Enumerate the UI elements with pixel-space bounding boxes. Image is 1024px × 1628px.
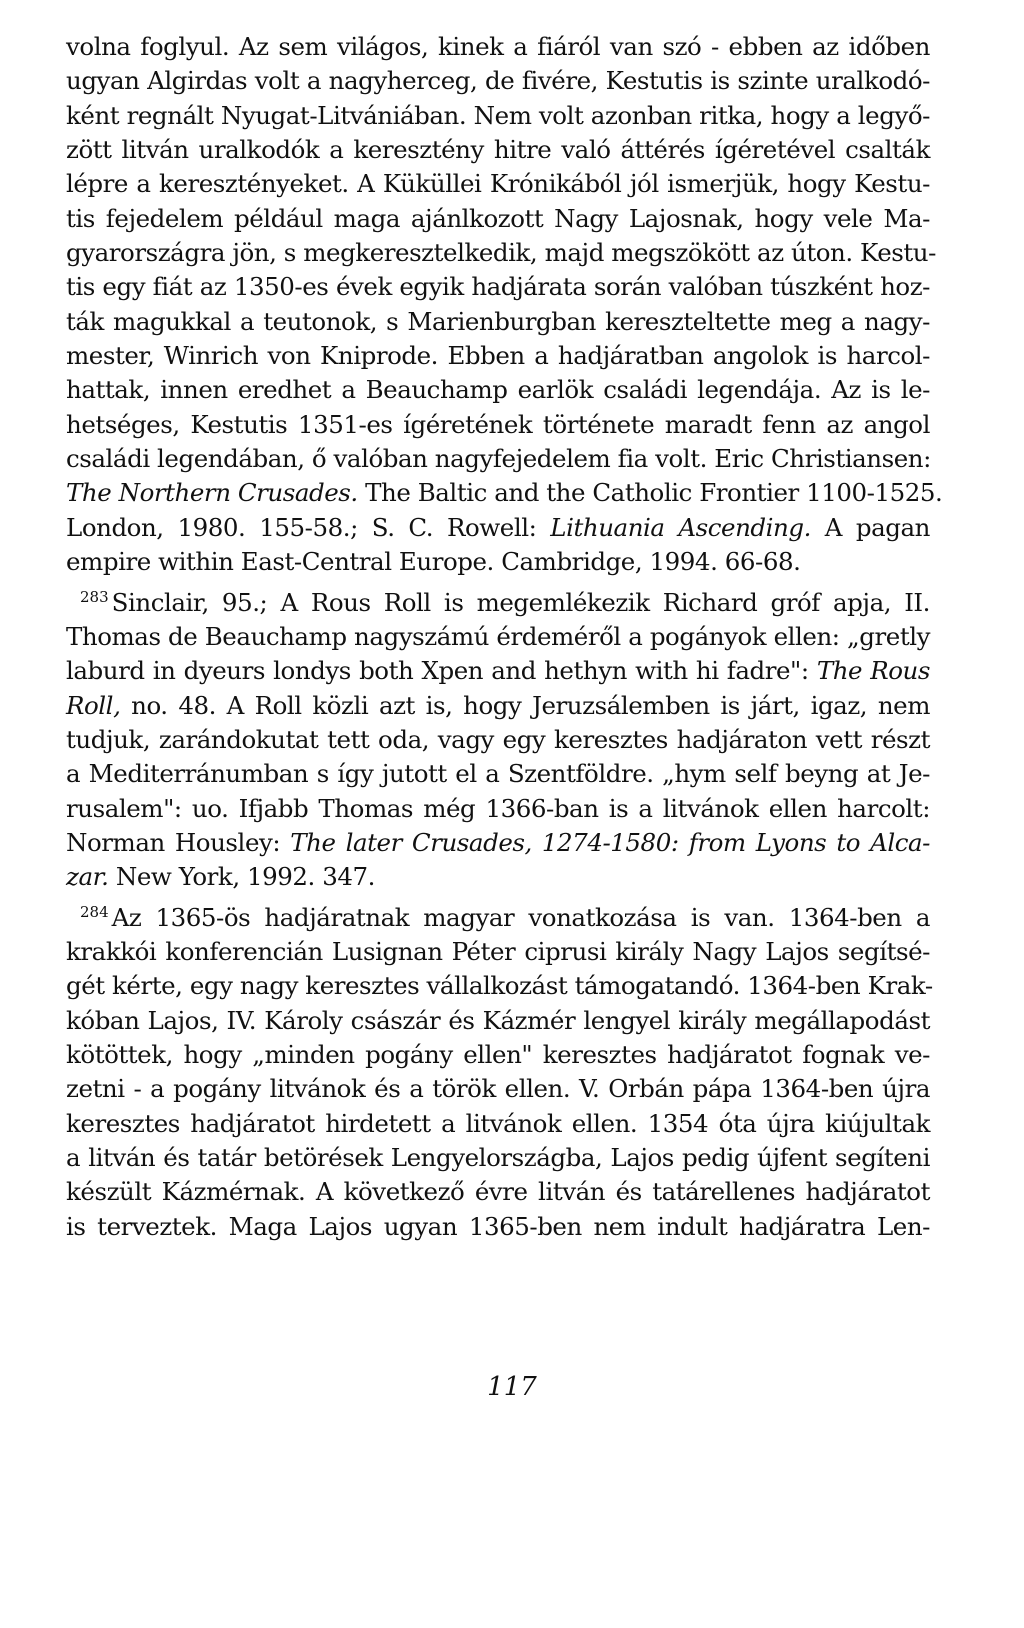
book-title: Lithuania Ascending. xyxy=(550,512,811,542)
text-line: tis fejedelem például maga ajánlkozott Nagy Lajosnak, hogy vele Ma- xyxy=(66,203,930,233)
text-line: készült Kázmérnak. A következő évre litván és tatárellenes hadjáratot xyxy=(66,1177,930,1207)
text-line: volna foglyul. Az sem világos, kinek a fiáról van szó - ebben az időben xyxy=(66,32,930,61)
text-line xyxy=(66,511,930,545)
footnote-number: 284 xyxy=(80,902,109,921)
text-line: tis egy fiát az 1350-es évek egyik hadjárata során valóban túszként hoz- xyxy=(66,272,930,302)
text-line: a litván és tatár betörések Lengyelországba, Lajos pedig újfent segíteni xyxy=(66,1143,930,1172)
text-line: mester, Winrich von Kniprode. Ebben a hadjáratban angolok is harcol- xyxy=(66,341,930,371)
text-line xyxy=(66,476,943,510)
page-number: 117 xyxy=(487,1372,537,1402)
text-line: zött litván uralkodók a keresztény hitre való áttérés ígéretével csalták xyxy=(66,135,930,165)
text-span: Az 1365-ös hadjáratnak magyar vonatkozása is van. 1364-ben a xyxy=(111,902,930,932)
text-line: keresztes hadjáratot hirdetett a litvánok ellen. 1354 óta újra kiújultak xyxy=(66,1108,930,1138)
text-line: ként regnált Nyugat-Litvániában. Nem volt azonban ritka, hogy a legyő- xyxy=(66,100,930,130)
text-span: Sinclair, 95.; A Rous Roll is megemlékezik Richard gróf apja, II. xyxy=(111,587,930,617)
text-line: kóban Lajos, IV. Károly császár és Kázmér lengyel király megállapodást xyxy=(66,1005,930,1035)
text-span: New York, 1992. 347. xyxy=(108,862,375,892)
text-line: kötöttek, hogy „minden pogány ellen" keresztes hadjáratot fognak ve- xyxy=(66,1039,930,1069)
text-line: Thomas de Beauchamp nagyszámú érdeméről a pogányok ellen: „gretly xyxy=(66,621,930,651)
text-line: ták magukkal a teutonok, s Marienburgban kereszteltette meg a nagy- xyxy=(66,306,930,336)
footnote-number: 283 xyxy=(80,587,109,606)
text-span: no. 48. A Roll közli azt is, hogy Jeruzsálemben is járt, igaz, nem xyxy=(120,690,930,720)
text-line: családi legendában, ő valóban nagyfejedelem fia volt. Eric Christiansen: xyxy=(66,444,931,474)
text-line: a Mediterránumban s így jutott el a Szentföldre. „hym self beyng at Je- xyxy=(66,759,930,789)
book-title: The Rous xyxy=(816,656,930,686)
text-line: tudjuk, zarándokutat tett oda, vagy egy keresztes hadjáraton vett részt xyxy=(66,724,930,754)
text-line xyxy=(66,860,930,894)
text-line xyxy=(66,689,930,723)
text-line: hattak, innen eredhet a Beauchamp earlök családi legendája. Az is le- xyxy=(66,375,930,405)
text-line xyxy=(66,826,930,860)
book-title: zar. xyxy=(66,862,109,892)
text-span: Norman Housley: xyxy=(66,827,291,857)
book-title: The later Crusades, 1274-1580: from Lyons to Alca- xyxy=(290,827,930,857)
footnote-line xyxy=(66,580,930,620)
footnote-line xyxy=(66,895,930,935)
text-span: The Baltic and the Catholic Frontier 1100-1525. xyxy=(357,478,943,508)
book-title: The Northern Crusades. xyxy=(66,478,358,508)
book-title: Roll, xyxy=(66,690,121,720)
page-text xyxy=(66,30,943,1244)
text-line: gét kérte, egy nagy keresztes vállalkozást támogatandó. 1364-ben Krak- xyxy=(66,971,933,1001)
text-line: hetséges, Kestutis 1351-es ígéretének története maradt fenn az angol xyxy=(66,409,930,439)
text-line: empire within East-Central Europe. Cambridge, 1994. 66-68. xyxy=(66,547,801,577)
text-line: ugyan Algirdas volt a nagyherceg, de fivére, Kestutis is szinte uralkodó- xyxy=(66,66,930,96)
text-line: zetni - a pogány litvánok és a török ellen. V. Orbán pápa 1364-ben újra xyxy=(66,1074,930,1104)
text-line xyxy=(66,654,930,688)
text-span: A pagan xyxy=(810,512,930,542)
text-span: London, 1980. 155-58.; S. C. Rowell: xyxy=(66,512,551,542)
text-line: is terveztek. Maga Lajos ugyan 1365-ben nem indult hadjáratra Len- xyxy=(66,1211,930,1241)
text-span: laburd in dyeurs londys both Xpen and hethyn with hi fadre": xyxy=(66,656,817,686)
text-line: lépre a keresztényeket. A Küküllei Krónikából jól ismerjük, hogy Kestu- xyxy=(66,169,930,199)
text-line: rusalem": uo. Ifjabb Thomas még 1366-ban is a litvánok ellen harcolt: xyxy=(66,793,930,823)
text-line: krakkói konferencián Lusignan Péter ciprusi király Nagy Lajos segítsé- xyxy=(66,936,930,966)
text-line: gyarországra jön, s megkeresztelkedik, majd megszökött az úton. Kestu- xyxy=(66,238,936,268)
